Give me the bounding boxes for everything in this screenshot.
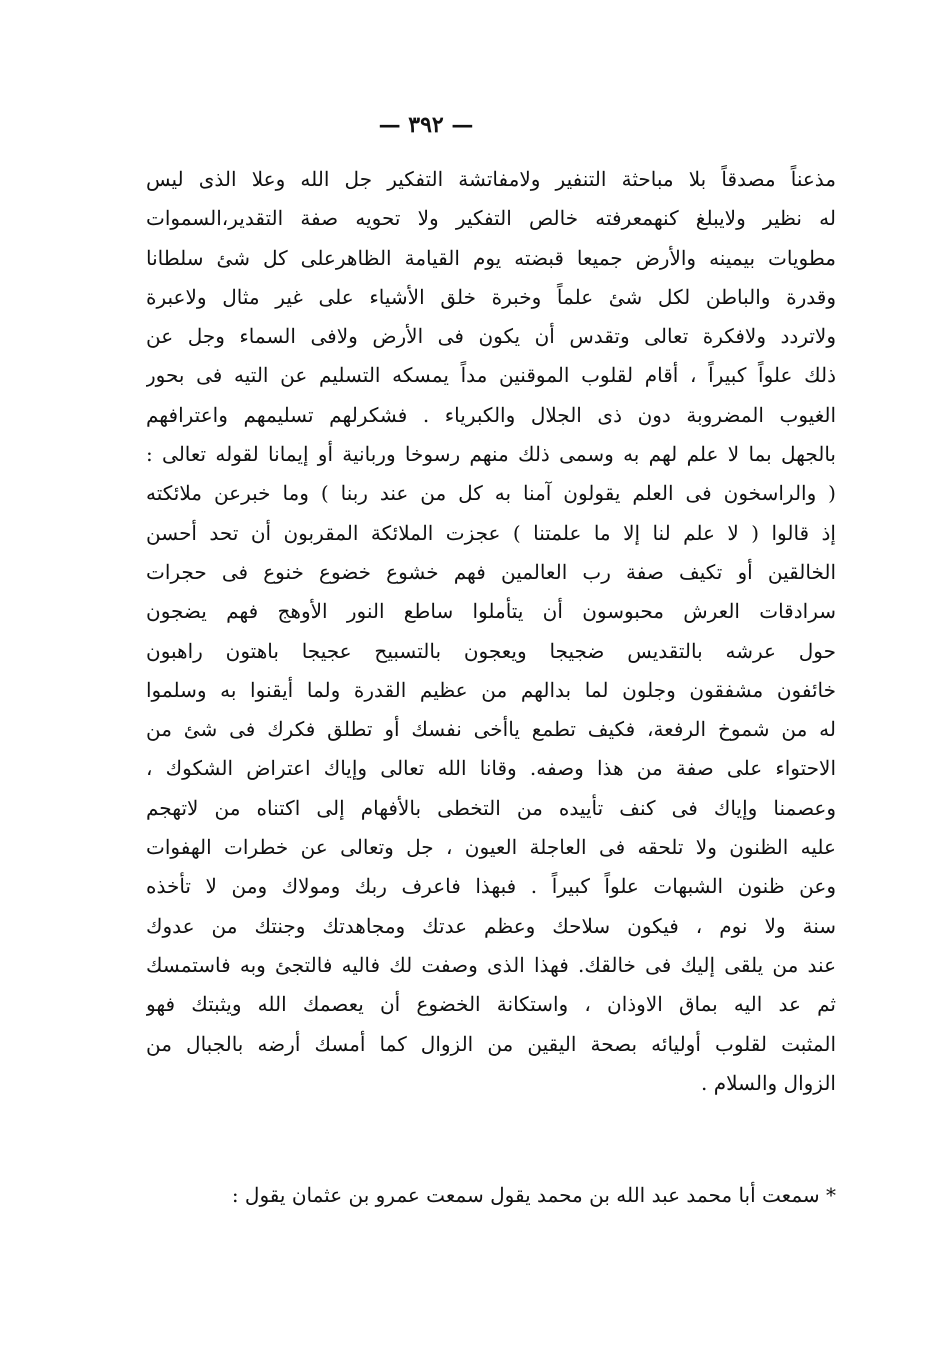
text-line: المثبت لقلوب أوليائه بصحة اليقين من الزوال كما أمسك أرضه بالجبال من [146,1031,836,1056]
text-line: ذلك علواً كبيراً ، أقام لقلوب الموقنين مداً يمسكه التسليم عن التيه فى بحور [146,363,836,388]
text-line: عليه الظنون ولا تلحقه فى العاجلة العيون ، جل وتعالى عن خطرات الهفوات [146,835,836,860]
text-line: وعن ظنون الشبهات علواً كبيراً . فبهذا فاعرف ربك ومولاك ومن لا تأخذه [146,874,836,899]
text-line: الزوال والسلام . [701,1070,836,1095]
text-line: ولاتردد ولافكرة تعالى وتقدس أن يكون فى الأرض ولافى السماء وجل عن [146,324,836,349]
text-line: وعصمنا وإياك فى كنف تأييده من التخطى بالأفهام إلى اكتناه من لاتهجم [146,795,836,820]
text-line: له من شموخ الرفعة، فكيف تطمع ياأخى نفسك أو تطلق فكرك فى شئ من [146,717,836,742]
text-line: حول عرشه بالتقديس ضجيجا ويعجون بالتسبيح عجيجا باهتون راهبون [146,638,836,663]
text-line: ( والراسخون فى العلم يقولون آمنا به كل من عند ربنا ) وما خبرعن ملائكته [146,481,836,506]
text-line: عند من يلقى إليك فى خالقك. فهذا الذى وصفت لك فاليه فالتجئ وبه فاستمسك [146,952,836,977]
text-line: وقدرة والباطن لكل شئ علماً وخبرة خلق الأشياء على غير مثال ولاعبرة [146,284,836,309]
text-line: إذ قالوا ( لا علم لنا إلا ما علمتنا ) عجزت الملائكة المقربون أن تحد أحسن [146,520,836,545]
narration-line: * سمعت أبا محمد عبد الله بن محمد يقول سمعت عمرو بن عثمان يقول : [231,1183,836,1207]
text-line: ثم عد اليه بماق الاوذان ، واستكانة الخضوع أن يعصمك الله ويثبتك فهو [146,992,836,1017]
page-number: — ٣٩٢ — [378,112,474,138]
text-line: بالجهل بما لا علم لهم به وسمى ذلك منهم رسوخا وربانية أو إيمانا لقوله تعالى : [146,442,836,467]
text-line: الغيوب المضروبة دون ذى الجلال والكبرياء . فشكرلهم تسليمهم واعترافهم [146,402,836,427]
text-line: الخالقين أو تكيف صفة رب العالمين فهم خشوع خضوع خنوع فى حجرات [146,559,836,584]
text-line: مذعناً مصدقاً بلا مباحثة التنفير ولامفاتشة التفكير جل الله وعلا الذى ليس [146,167,836,191]
text-line: الاحتواء على صفة من هذا وصفه. وقانا الله تعالى وإياك اعتراض الشكوك ، [146,756,836,781]
text-line: خائفون مشفقون وجلون لما بدالهم من عظيم القدرة ولما أيقنوا به وسلموا [146,677,836,702]
text-line: سنة ولا نوم ، فيكون سلاحك وعظم عدتك ومجاهدتك وجنتك من عدوك [146,913,836,938]
text-line: له نظير ولايبلغ كنهمعرفته خالص التفكير ولا تحويه صفة التقدير،السموات [146,206,836,231]
text-line: مطويات بيمينه والأرض جميعا قبضته يوم القيامة الظاهرعلى كل شئ سلطانا [146,245,836,270]
main-paragraph [146,160,836,1103]
text-line: سرادقات العرش محبوسون أن يتأملوا ساطع النور الأوهج فهم يضجون [146,599,836,624]
